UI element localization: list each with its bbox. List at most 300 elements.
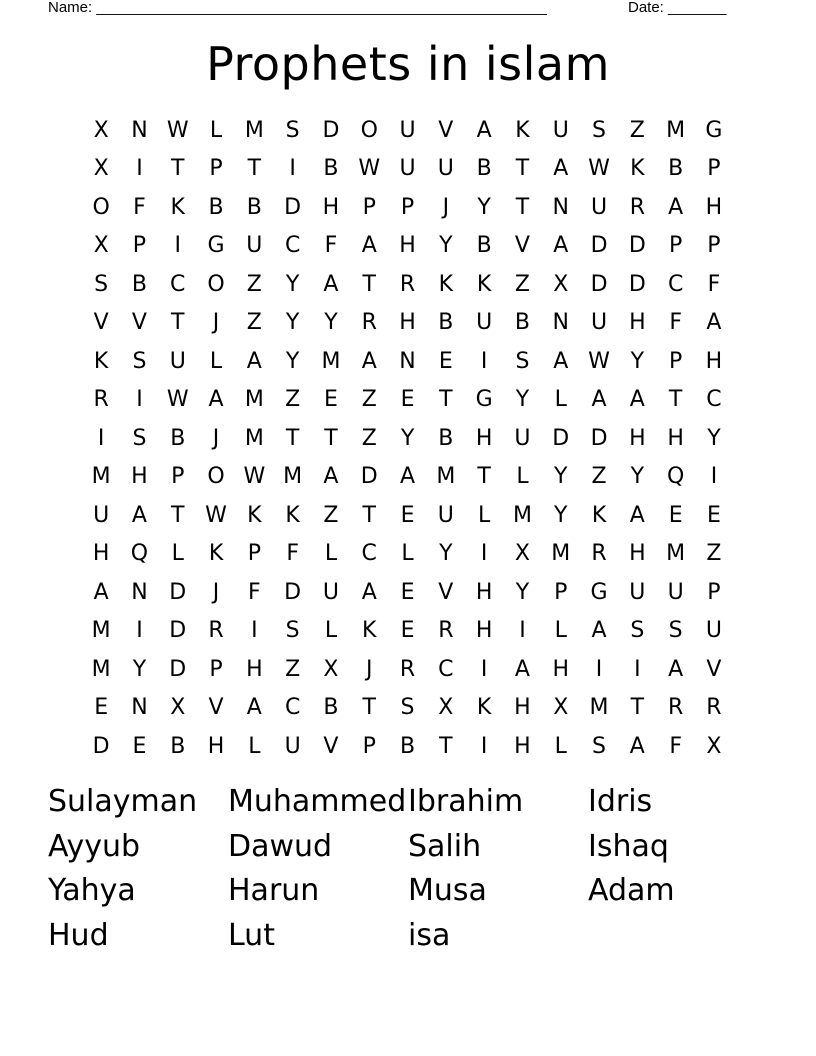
grid-cell: K — [93, 348, 109, 374]
grid-cell: F — [707, 271, 721, 297]
grid-cell: E — [94, 695, 109, 721]
grid-cell: N — [131, 695, 148, 721]
grid-cell: F — [248, 579, 261, 605]
grid-cell: U — [169, 348, 186, 374]
grid-cell: R — [706, 695, 722, 721]
grid-cell: K — [170, 194, 185, 220]
grid-cell: C — [170, 271, 186, 297]
page-title: Prophets in islam — [206, 37, 610, 91]
grid-cell: Y — [630, 348, 645, 374]
grid-cell: B — [170, 425, 186, 451]
grid-cell: H — [475, 425, 493, 451]
word-list-item: Muhammed — [228, 784, 407, 819]
grid-cell: P — [132, 233, 147, 259]
grid-cell: J — [212, 425, 220, 451]
grid-cell: S — [400, 695, 415, 721]
grid-cell: F — [324, 233, 338, 259]
grid-cell: J — [365, 656, 373, 682]
grid-cell: U — [246, 233, 263, 259]
grid-cell: K — [630, 156, 645, 182]
grid-row — [82, 111, 732, 150]
grid-cell: Z — [361, 425, 377, 451]
grid-cell: B — [208, 194, 224, 220]
grid-cell: W — [166, 117, 189, 143]
grid-cell: M — [244, 387, 264, 413]
grid-cell: V — [706, 656, 722, 682]
grid-cell: S — [285, 117, 300, 143]
grid-cell: Y — [132, 656, 147, 682]
grid-cell: S — [132, 425, 147, 451]
grid-cell: P — [707, 233, 721, 259]
grid-row — [82, 227, 732, 266]
grid-cell: I — [519, 618, 526, 644]
grid-cell: M — [436, 464, 456, 490]
grid-cell: B — [131, 271, 147, 297]
grid-cell: X — [323, 656, 339, 682]
grid-row — [82, 419, 732, 458]
grid-cell: D — [628, 271, 646, 297]
grid-cell: M — [283, 464, 303, 490]
grid-cell: D — [169, 618, 187, 644]
grid-cell: C — [284, 695, 301, 721]
grid-cell: M — [244, 425, 264, 451]
grid-cell: P — [669, 348, 683, 374]
grid-cell: U — [399, 156, 416, 182]
grid-cell: G — [590, 579, 608, 605]
grid-cell: P — [247, 541, 261, 567]
grid-cell: H — [399, 233, 416, 259]
grid-cell: H — [514, 733, 531, 759]
date-field-label: Date: _______ — [628, 0, 727, 16]
word-list-item: Hud — [48, 917, 109, 953]
grid-cell: M — [589, 695, 609, 721]
grid-cell: C — [438, 656, 454, 682]
word-list-item: Sulayman — [48, 784, 198, 819]
grid-cell: I — [634, 656, 641, 682]
grid-cell: H — [475, 618, 493, 644]
grid-row — [82, 535, 732, 574]
grid-cell: A — [361, 348, 377, 374]
word-list-item: Idris — [588, 784, 653, 819]
grid-cell: R — [399, 271, 416, 297]
grid-cell: Y — [515, 579, 530, 605]
grid-cell: K — [208, 541, 224, 567]
grid-cell: Z — [514, 271, 530, 297]
grid-cell: W — [205, 502, 227, 528]
grid-cell: D — [628, 233, 646, 259]
grid-cell: G — [475, 387, 493, 413]
grid-cell: K — [285, 502, 300, 528]
word-list-item: Lut — [228, 917, 275, 953]
grid-row — [82, 188, 732, 227]
grid-cell: C — [706, 387, 722, 413]
grid-cell: H — [667, 425, 684, 451]
grid-cell: S — [515, 348, 530, 374]
grid-cell: L — [209, 348, 223, 374]
word-list-item: Ishaq — [588, 828, 669, 864]
grid-cell: I — [289, 156, 296, 182]
grid-cell: N — [552, 194, 569, 220]
word-list-item: Ibrahim — [408, 784, 524, 819]
grid-row — [82, 650, 732, 689]
grid-cell: V — [131, 310, 147, 336]
grid-cell: S — [668, 618, 683, 644]
grid-cell: I — [97, 425, 105, 451]
grid-cell: T — [362, 271, 376, 297]
grid-cell: T — [439, 733, 453, 759]
grid-cell: P — [362, 733, 376, 759]
grid-cell: R — [591, 541, 607, 567]
grid-cell: R — [361, 310, 377, 336]
grid-cell: H — [399, 310, 416, 336]
grid-cell: A — [476, 117, 492, 143]
grid-cell: I — [136, 156, 143, 182]
grid-cell: P — [707, 579, 721, 605]
grid-cell: Z — [246, 310, 262, 336]
grid-cell: E — [668, 502, 683, 528]
grid-row — [82, 612, 732, 651]
grid-cell: D — [590, 425, 608, 451]
grid-cell: Y — [439, 541, 453, 567]
grid-cell: B — [438, 310, 454, 336]
grid-cell: S — [94, 271, 109, 297]
grid-cell: T — [171, 502, 185, 528]
grid-cell: R — [93, 387, 109, 413]
grid-cell: R — [399, 656, 416, 682]
grid-cell: L — [554, 618, 567, 644]
grid-cell: T — [477, 464, 491, 490]
grid-cell: B — [399, 733, 416, 759]
grid-cell: U — [284, 733, 301, 759]
grid-cell: J — [442, 194, 450, 220]
grid-cell: S — [285, 618, 300, 644]
grid-cell: K — [515, 117, 530, 143]
grid-row — [82, 689, 732, 728]
grid-cell: H — [475, 579, 493, 605]
header-line — [48, 0, 748, 19]
grid-cell: G — [705, 117, 723, 143]
grid-cell: Z — [361, 387, 377, 413]
grid-cell: T — [362, 695, 376, 721]
grid-cell: F — [669, 733, 682, 759]
grid-cell: Y — [285, 271, 300, 297]
grid-cell: B — [668, 156, 684, 182]
grid-cell: A — [514, 656, 530, 682]
grid-cell: P — [171, 464, 185, 490]
grid-cell: A — [553, 348, 569, 374]
grid-cell: W — [588, 348, 610, 374]
grid-cell: H — [92, 541, 110, 567]
grid-cell: I — [480, 348, 488, 374]
grid-cell: X — [93, 233, 109, 259]
letter-grid — [82, 111, 732, 771]
grid-cell: D — [552, 425, 570, 451]
grid-cell: A — [668, 194, 684, 220]
grid-cell: B — [323, 695, 339, 721]
grid-cell: Y — [554, 464, 568, 490]
grid-cell: D — [169, 656, 187, 682]
grid-cell: U — [322, 579, 339, 605]
grid-cell: H — [207, 733, 225, 759]
grid-cell: O — [360, 117, 378, 143]
grid-cell: H — [705, 348, 723, 374]
grid-cell: M — [551, 541, 571, 567]
grid-cell: B — [438, 425, 454, 451]
grid-cell: I — [480, 541, 488, 567]
grid-cell: T — [171, 156, 185, 182]
grid-cell: D — [284, 579, 302, 605]
grid-cell: M — [244, 117, 264, 143]
grid-cell: H — [705, 194, 723, 220]
grid-cell: B — [514, 310, 530, 336]
word-list-item: Dawud — [228, 828, 333, 864]
grid-cell: U — [629, 579, 646, 605]
grid-cell: L — [324, 618, 338, 644]
grid-cell: L — [324, 541, 338, 567]
word-list-item: Harun — [228, 873, 320, 908]
grid-cell: H — [322, 194, 340, 220]
grid-cell: R — [208, 618, 224, 644]
grid-cell: U — [476, 310, 493, 336]
grid-cell: E — [400, 579, 415, 605]
word-list-item: isa — [408, 917, 451, 953]
grid-cell: M — [91, 464, 111, 490]
grid-cell: T — [247, 156, 262, 182]
grid-cell: X — [553, 695, 569, 721]
grid-cell: P — [362, 194, 376, 220]
grid-cell: F — [133, 194, 146, 220]
grid-cell: Y — [477, 194, 491, 220]
grid-cell: A — [591, 618, 607, 644]
grid-cell: D — [590, 233, 608, 259]
grid-cell: H — [514, 695, 531, 721]
grid-cell: E — [400, 387, 415, 413]
grid-cell: B — [170, 733, 186, 759]
grid-cell: A — [553, 233, 569, 259]
grid-cell: I — [174, 233, 181, 259]
name-field-label: Name: ______________________________________________________ — [48, 0, 547, 16]
grid-cell: A — [93, 579, 109, 605]
grid-cell: S — [592, 733, 607, 759]
grid-cell: L — [171, 541, 184, 567]
grid-cell: H — [131, 464, 148, 490]
word-list-item: Salih — [408, 828, 482, 864]
grid-cell: I — [710, 464, 718, 490]
grid-cell: Z — [246, 271, 262, 297]
grid-cell: T — [515, 156, 530, 182]
word-list-item: Adam — [588, 873, 675, 908]
grid-cell: M — [666, 541, 686, 567]
grid-cell: L — [516, 464, 529, 490]
grid-cell: H — [629, 310, 646, 336]
grid-cell: A — [246, 348, 262, 374]
grid-cell: Z — [706, 541, 722, 567]
grid-cell: U — [590, 194, 608, 220]
grid-cell: K — [476, 695, 492, 721]
grid-cell: X — [438, 695, 454, 721]
grid-cell: D — [169, 579, 187, 605]
grid-cell: A — [553, 156, 569, 182]
grid-cell: P — [707, 156, 721, 182]
grid-cell: Q — [666, 464, 685, 490]
grid-cell: V — [93, 310, 109, 336]
grid-cell: B — [246, 194, 262, 220]
grid-cell: S — [630, 618, 645, 644]
grid-cell: W — [588, 156, 610, 182]
grid-cell: X — [93, 156, 109, 182]
grid-cell: K — [247, 502, 262, 528]
grid-cell: O — [207, 271, 225, 297]
grid-cell: D — [284, 194, 302, 220]
grid-cell: P — [400, 194, 415, 220]
grid-cell: Z — [285, 387, 301, 413]
grid-cell: A — [591, 387, 607, 413]
grid-cell: E — [706, 502, 721, 528]
grid-cell: T — [630, 695, 645, 721]
grid-cell: A — [131, 502, 147, 528]
grid-cell: O — [92, 194, 110, 220]
grid-cell: H — [629, 541, 646, 567]
grid-cell: U — [93, 502, 110, 528]
grid-cell: P — [669, 233, 683, 259]
grid-cell: U — [667, 579, 684, 605]
grid-cell: L — [248, 733, 261, 759]
grid-cell: M — [91, 618, 111, 644]
grid-cell: H — [629, 425, 646, 451]
grid-cell: P — [554, 579, 568, 605]
grid-cell: Y — [630, 464, 645, 490]
grid-cell: F — [286, 541, 299, 567]
grid-cell: K — [591, 502, 607, 528]
grid-cell: T — [515, 194, 530, 220]
grid-cell: N — [131, 579, 148, 605]
grid-cell: D — [92, 733, 110, 759]
grid-cell: Y — [515, 387, 530, 413]
grid-cell: X — [706, 733, 722, 759]
grid-cell: E — [132, 733, 147, 759]
grid-cell: L — [554, 733, 567, 759]
grid-cell: S — [132, 348, 147, 374]
word-list-item: Musa — [408, 873, 487, 908]
grid-cell: D — [590, 271, 608, 297]
grid-cell: W — [358, 156, 381, 182]
grid-row — [82, 727, 732, 766]
grid-cell: V — [438, 579, 454, 605]
grid-cell: T — [668, 387, 683, 413]
grid-cell: Y — [439, 233, 453, 259]
grid-cell: Z — [591, 464, 607, 490]
grid-cell: A — [246, 695, 262, 721]
grid-cell: L — [401, 541, 414, 567]
grid-cell: C — [361, 541, 377, 567]
grid-cell: U — [590, 310, 608, 336]
grid-cell: R — [438, 618, 454, 644]
grid-cell: I — [595, 656, 603, 682]
grid-cell: T — [324, 425, 338, 451]
grid-cell: U — [399, 117, 416, 143]
grid-cell: K — [476, 271, 492, 297]
grid-cell: A — [706, 310, 722, 336]
grid-row — [82, 458, 732, 497]
grid-cell: P — [209, 656, 223, 682]
grid-cell: N — [552, 310, 569, 336]
grid-cell: A — [361, 233, 377, 259]
grid-cell: C — [667, 271, 684, 297]
grid-cell: U — [705, 618, 722, 644]
grid-cell: A — [629, 733, 645, 759]
grid-cell: A — [668, 656, 684, 682]
grid-cell: H — [552, 656, 570, 682]
grid-cell: C — [284, 233, 301, 259]
grid-cell: G — [207, 233, 225, 259]
grid-cell: I — [136, 387, 143, 413]
grid-cell: X — [170, 695, 186, 721]
grid-cell: U — [514, 425, 531, 451]
grid-row — [82, 342, 732, 381]
grid-cell: M — [512, 502, 532, 528]
grid-cell: L — [554, 387, 567, 413]
grid-cell: I — [480, 656, 488, 682]
grid-cell: T — [439, 387, 453, 413]
grid-cell: B — [476, 233, 492, 259]
grid-cell: X — [553, 271, 569, 297]
grid-row — [82, 150, 732, 189]
grid-cell: E — [400, 618, 415, 644]
grid-row — [82, 496, 732, 535]
grid-cell: Y — [285, 310, 300, 336]
grid-cell: U — [437, 502, 454, 528]
grid-cell: L — [478, 502, 491, 528]
grid-row — [82, 265, 732, 304]
grid-cell: A — [361, 579, 377, 605]
grid-cell: V — [438, 117, 454, 143]
grid-cell: T — [171, 310, 185, 336]
grid-cell: M — [91, 656, 111, 682]
word-list-item: Ayyub — [48, 828, 141, 864]
grid-cell: S — [592, 117, 607, 143]
grid-cell: K — [362, 618, 377, 644]
grid-cell: Z — [285, 656, 301, 682]
grid-cell: A — [629, 502, 645, 528]
grid-cell: T — [285, 425, 300, 451]
grid-cell: P — [209, 156, 223, 182]
grid-row — [82, 573, 732, 612]
grid-cell: Y — [554, 502, 568, 528]
grid-cell: A — [629, 387, 645, 413]
grid-cell: E — [400, 502, 415, 528]
grid-cell: J — [212, 579, 220, 605]
grid-cell: Y — [324, 310, 338, 336]
grid-cell: Z — [629, 117, 645, 143]
grid-cell: L — [209, 117, 223, 143]
grid-cell: H — [246, 656, 263, 682]
grid-cell: D — [322, 117, 340, 143]
grid-cell: W — [243, 464, 266, 490]
grid-cell: A — [400, 464, 416, 490]
grid-row — [82, 381, 732, 420]
grid-row — [82, 304, 732, 343]
grid-cell: I — [136, 618, 143, 644]
grid-cell: U — [552, 117, 569, 143]
grid-cell: X — [93, 117, 109, 143]
grid-cell: M — [321, 348, 341, 374]
grid-cell: Q — [130, 541, 149, 567]
grid-cell: X — [514, 541, 530, 567]
grid-cell: A — [323, 464, 339, 490]
grid-cell: Y — [707, 425, 721, 451]
grid-cell: O — [207, 464, 225, 490]
grid-cell: I — [251, 618, 258, 644]
